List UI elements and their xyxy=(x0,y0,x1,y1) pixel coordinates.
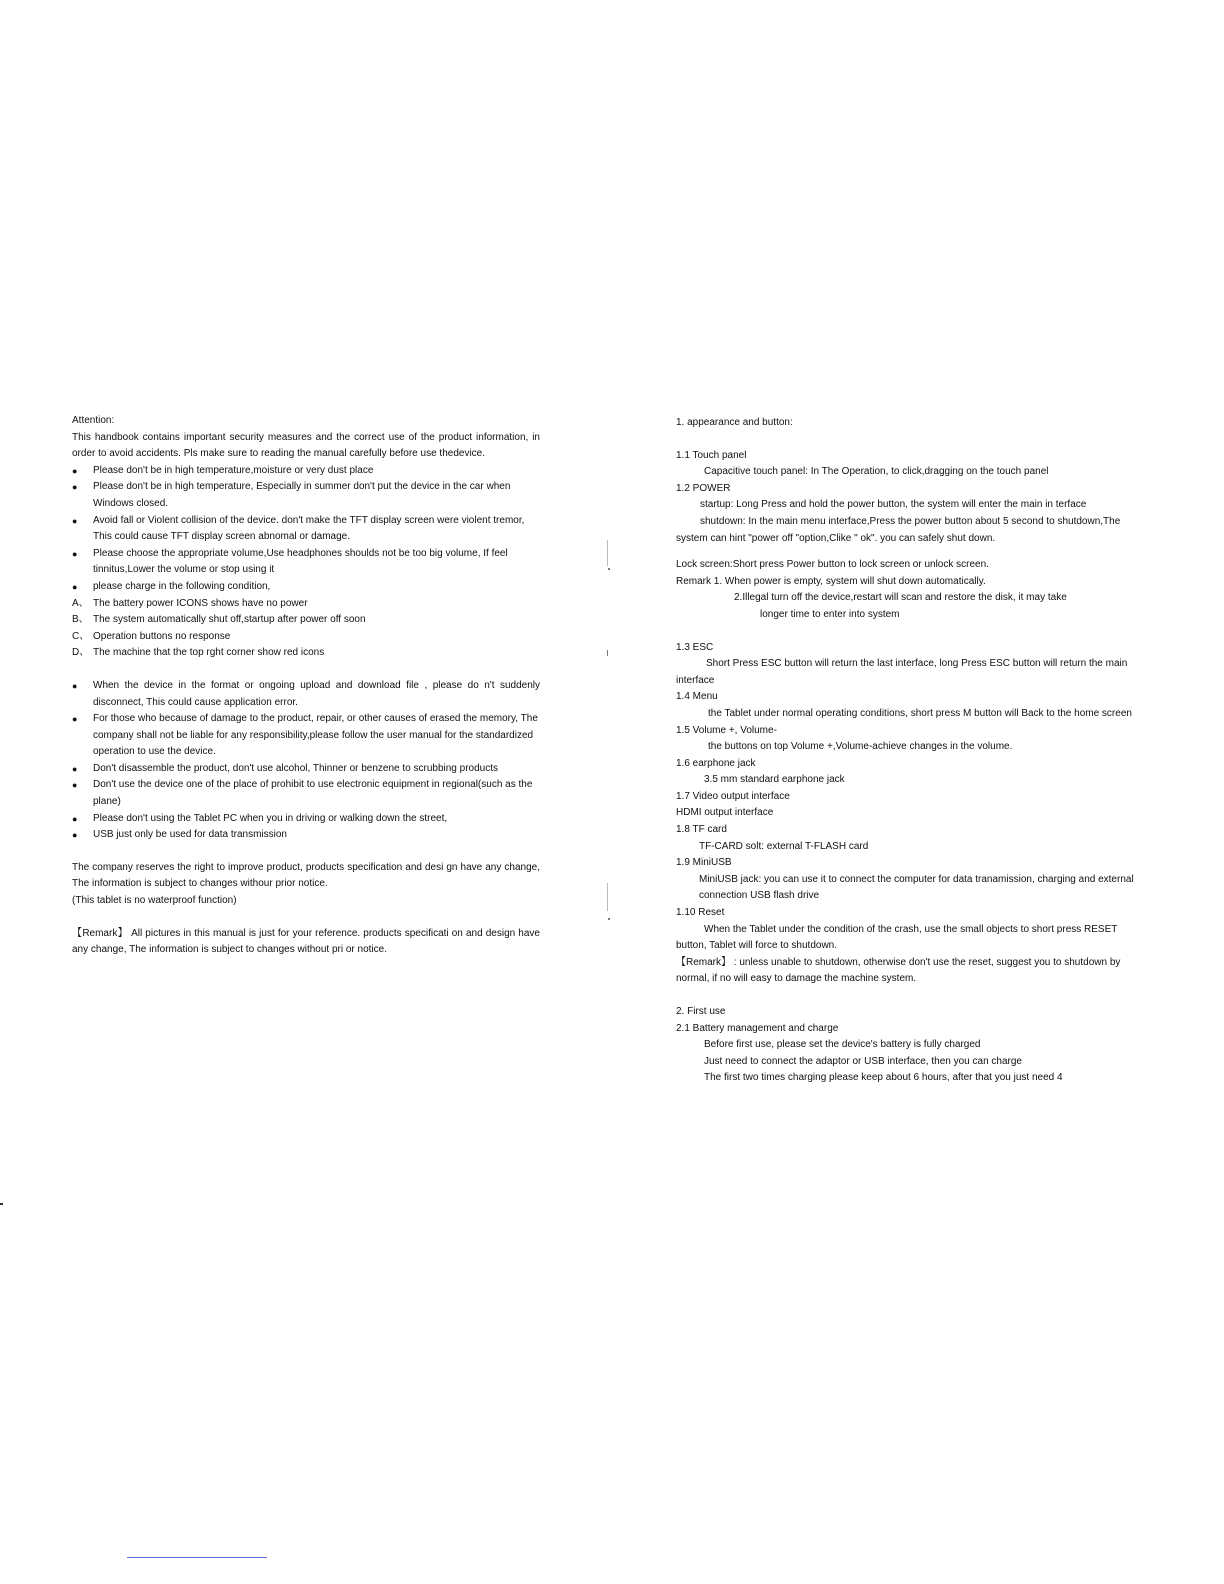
subsection-title: 1.10 Reset xyxy=(676,907,725,919)
subsection-title: 1.2 POWER xyxy=(676,482,731,494)
bullet-item: ● Please don't using the Tablet PC when you in driving or walking down the street, xyxy=(72,811,540,828)
power-shutdown-text xyxy=(676,514,1142,547)
condition-text: The machine that the top rght corner show red icons xyxy=(93,647,325,659)
shutdown-indent xyxy=(676,516,700,527)
subsection-title: 1.6 earphone jack xyxy=(676,757,756,769)
notice-paragraph: The company reserves the right to improve product, products specification and desi gn have any change, The information is subject to changes withour prior notice. xyxy=(72,861,540,890)
subsection-text: 3.5 mm standard earphone jack xyxy=(704,774,845,786)
condition-marker: D、 xyxy=(72,647,90,659)
subsection-text: HDMI output interface xyxy=(676,807,774,819)
condition-text: The system automatically shut off,startup after power off soon xyxy=(93,614,366,626)
subsection-title: 1.3 ESC xyxy=(676,641,714,653)
waterproof-note: (This tablet is no waterproof function) xyxy=(72,895,237,907)
spacer xyxy=(676,432,1142,448)
startup-text: startup: Long Press and hold the power button, the system will enter the main in terface xyxy=(700,499,1087,511)
bullet-item: ● Please choose the appropriate volume,Use headphones shoulds not be too big volume, If feel tinnitus,Lower the volume or stop using it xyxy=(72,546,540,579)
spacer xyxy=(676,624,1142,640)
scan-artifact xyxy=(608,918,610,920)
scan-artifact xyxy=(0,1203,3,1205)
subsection-text: MiniUSB jack: you can use it to connect the computer for data tranamission, charging and external connection USB flash drive xyxy=(699,873,1134,902)
bullet-item: ● Don't disassemble the product, don't use alcohol, Thinner or benzene to scrubbing products xyxy=(72,761,540,778)
battery-line: Just need to connect the adaptor or USB interface, then you can charge xyxy=(704,1055,1022,1067)
remark-1-text: Remark 1. When power is empty, system will shut down automatically. xyxy=(676,575,986,587)
right-column xyxy=(676,415,1142,1087)
left-column xyxy=(72,413,540,959)
subsection-title: 1.4 Menu xyxy=(676,691,718,703)
section-title: 2. First use xyxy=(676,1006,726,1017)
scan-artifact xyxy=(607,883,608,911)
condition-text: The battery power ICONS shows have no power xyxy=(93,597,308,609)
bullet-item: ● When the device in the format or ongoing upload and download file , please do n't suddenly disconnect, This could cause application error. xyxy=(72,678,540,711)
subsection-title: 1.1 Touch panel xyxy=(676,449,747,461)
reset-text: When the Tablet under the condition of the crash, use the small objects to short press RESET button, Tablet will force to shutdown. xyxy=(676,923,1118,952)
bullet-item: ● Avoid fall or Violent collision of the device. don't make the TFT display screen were violent tremor, This could cause TFT display screen abnomal or damage. xyxy=(72,513,540,546)
scan-artifact xyxy=(607,650,608,656)
bullet-item: ● Don't use the device one of the place of prohibit to use electronic equipment in regional(such as the plane) xyxy=(72,777,540,810)
remark-paragraph: 【Remark】 All pictures in this manual is just for your reference. products specificati on and design have any change, The information is subject to changes without pri or notice. xyxy=(72,927,540,956)
lock-screen-text: Lock screen:Short press Power button to lock screen or unlock screen. xyxy=(676,559,989,571)
bullet-item: ● Please don't be in high temperature,moisture or very dust place xyxy=(72,463,540,480)
remark-2-continued: longer time to enter into system xyxy=(760,608,900,620)
subsection-text: TF-CARD solt: external T-FLASH card xyxy=(699,840,869,852)
subsection-text xyxy=(676,922,1142,955)
condition-marker: C、 xyxy=(72,630,90,642)
subsection-title: 2.1 Battery management and charge xyxy=(676,1022,839,1034)
subsection-text: the Tablet under normal operating conditions, short press M button will Back to the home screen xyxy=(708,707,1132,719)
condition-item xyxy=(72,645,540,662)
condition-item xyxy=(72,596,540,613)
spacer xyxy=(676,547,1142,557)
reset-remark: 【Remark】 : unless unable to shutdown, otherwise don't use the reset, suggest you to shutdown by normal, if no will easy to damage the machine system. xyxy=(676,956,1121,985)
bullet-item: ● USB just only be used for data transmission xyxy=(72,827,540,844)
subsection-text: Capacitive touch panel: In The Operation, to click,dragging on the touch panel xyxy=(704,466,1049,478)
subsection-title: 1.9 MiniUSB xyxy=(676,857,732,869)
startup-label xyxy=(676,499,700,510)
condition-item xyxy=(72,612,540,629)
scan-artifact xyxy=(607,540,608,566)
section-title: 1. appearance and button: xyxy=(676,417,793,428)
subsection-text xyxy=(676,656,1142,689)
esc-indent xyxy=(676,658,706,669)
spacer xyxy=(72,910,540,926)
battery-line: The first two times charging please keep about 6 hours, after that you just need 4 xyxy=(704,1072,1063,1084)
subsection-text: the buttons on top Volume +,Volume-achieve changes in the volume. xyxy=(708,741,1013,753)
attention-heading: Attention: xyxy=(72,415,115,426)
spacer xyxy=(72,662,540,678)
spacer xyxy=(676,988,1142,1004)
bullet-item: ● please charge in the following condition, xyxy=(72,579,540,596)
condition-marker: A、 xyxy=(72,597,89,609)
scan-blue-line xyxy=(127,1557,267,1558)
reset-indent xyxy=(676,924,704,935)
condition-text: Operation buttons no response xyxy=(93,630,231,642)
remark-2-text: 2.Illegal turn off the device,restart will scan and restore the disk, it may take xyxy=(734,592,1067,604)
bullet-item: ● For those who because of damage to the product, repair, or other causes of erased the memory, The company shall not be liable for any responsibility,please follow the user manual for the standardized operation to use the device. xyxy=(72,711,540,761)
intro-paragraph: This handbook contains important security measures and the correct use of the product information, in order to avoid accidents. Pls make sure to reading the manual carefully before use thedevice. xyxy=(72,431,540,460)
condition-marker: B、 xyxy=(72,614,89,626)
condition-item xyxy=(72,629,540,646)
spacer xyxy=(72,844,540,860)
subsection-title: 1.8 TF card xyxy=(676,824,727,836)
scan-artifact xyxy=(608,568,610,570)
subsection-title: 1.5 Volume +, Volume- xyxy=(676,724,777,736)
bullet-item: ● Please don't be in high temperature, Especially in summer don't put the device in the car when Windows closed. xyxy=(72,479,540,512)
subsection-title: 1.7 Video output interface xyxy=(676,790,790,802)
esc-text: Short Press ESC button will return the last interface, long Press ESC button will return the main interface xyxy=(676,658,1128,686)
shutdown-text: shutdown: In the main menu interface,Press the power button about 5 second to shutdown,The system can hint "power off "option,Clike " ok". you can safely shut down. xyxy=(676,515,1121,544)
power-startup-text xyxy=(676,497,1142,514)
battery-line: Before first use, please set the device's battery is fully charged xyxy=(704,1039,981,1051)
